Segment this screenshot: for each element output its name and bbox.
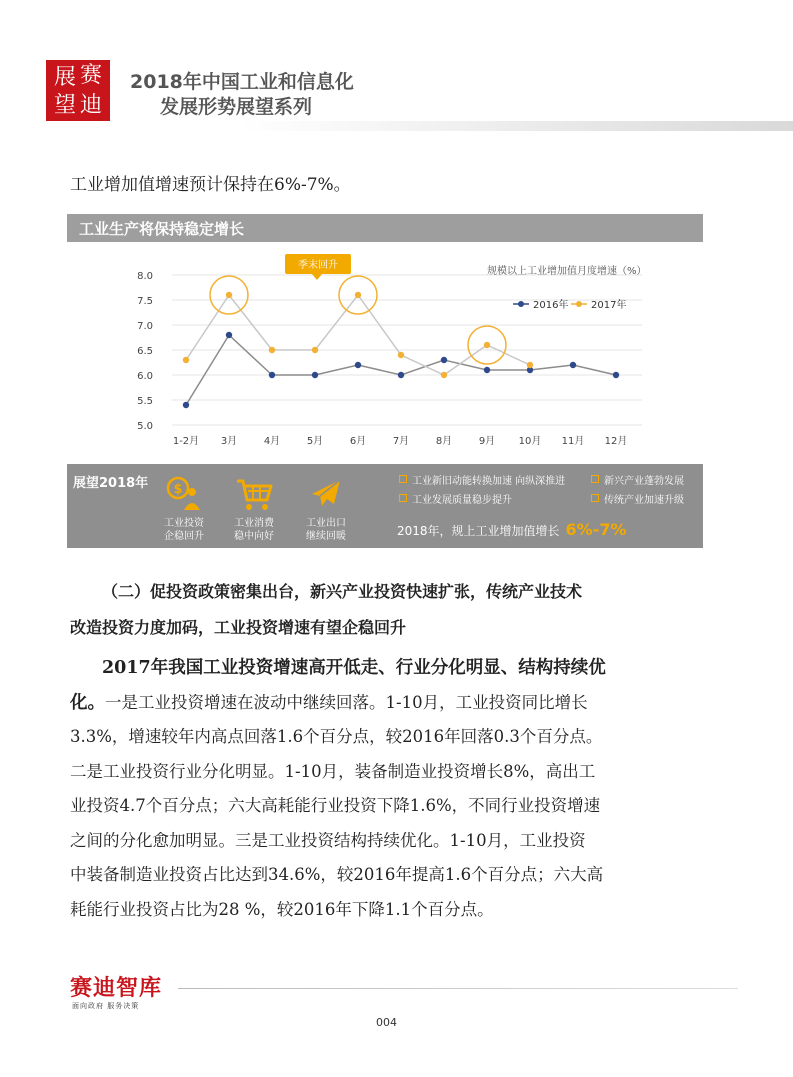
data-point [312, 372, 318, 378]
logo-seal [46, 60, 110, 124]
body-paragraph [70, 651, 706, 927]
chart-title: 规模以上工业增加值月度增速（%） [487, 266, 647, 277]
para-line: 之间的分化愈加明显。三是工业投资结构持续优化。1-10月，工业投资 [70, 830, 586, 850]
outlook-item-investment [149, 476, 219, 543]
para-line: 3.3%，增速较年内高点回落1.6个百分点，较2016年回落0.3个百分点。 [70, 727, 603, 746]
chart-grid [172, 275, 642, 425]
x-tick-label: 10月 [518, 436, 542, 447]
data-point [183, 357, 189, 363]
outlook-caption [219, 517, 289, 543]
outlook-bullet [591, 491, 684, 506]
y-tick-label: 7.5 [137, 296, 153, 307]
outlook-caption [149, 517, 219, 543]
y-tick-label: 5.5 [137, 396, 153, 407]
para-line [70, 686, 706, 721]
y-tick-label: 8.0 [137, 271, 153, 282]
x-tick-label: 8月 [435, 436, 453, 447]
footer-tagline: 面向政府 服务决策 [72, 1002, 140, 1010]
outlook-bullet [591, 472, 684, 487]
para-line: 二是工业投资行业分化明显。1-10月，装备制造业投资增长8%，高出工 [70, 761, 596, 781]
footer-logo: 赛迪智库 [70, 976, 163, 1001]
heading-line: （二）促投资政策密集出台，新兴产业投资快速扩张，传统产业技术 [102, 582, 583, 601]
line-chart [67, 242, 703, 464]
callout-label: 季末回升 [298, 260, 338, 271]
data-point [441, 372, 447, 378]
footer-divider [178, 988, 738, 989]
caption-line: 工业投资 [164, 518, 204, 529]
shopping-cart-icon [234, 476, 274, 512]
data-point [484, 367, 490, 373]
header-divider [0, 121, 793, 131]
investment-icon [164, 476, 204, 512]
bullet-text: 工业新旧动能转换加速 向纵深推进 [412, 476, 566, 487]
data-point [398, 372, 404, 378]
legend-2017-label: 2017年 [591, 300, 627, 311]
section-heading [70, 574, 710, 646]
para-line [70, 651, 706, 686]
caption-line: 稳中向好 [234, 531, 274, 542]
y-axis-ticks [137, 271, 153, 432]
header-title-line1: 2018年中国工业和信息化 [130, 71, 354, 93]
series-line [186, 335, 616, 405]
header-title [130, 70, 354, 120]
y-tick-label: 7.0 [137, 321, 153, 332]
callout-pointer [312, 274, 322, 280]
caption-line: 工业出口 [306, 518, 346, 529]
para-line: 耗能行业投资占比为28 %，较2016年下降1.1个百分点。 [70, 899, 494, 919]
callout [285, 254, 351, 280]
x-tick-label: 1-2月 [172, 436, 200, 447]
airplane-icon [306, 476, 346, 512]
legend-2016-marker [518, 301, 524, 307]
outlook-item-export [291, 476, 361, 543]
para-lead: 化。 [70, 692, 105, 713]
para-text: 一是工业投资增速在波动中继续回落。1-10月，工业投资同比增长 [105, 692, 588, 712]
caption-line: 继续回暖 [306, 531, 346, 542]
infographic [67, 214, 703, 548]
infographic-title: 工业生产将保持稳定增长 [79, 220, 245, 238]
infographic-titlebar [67, 214, 703, 242]
highlight-circles [210, 276, 506, 364]
heading-line: 改造投资力度加码，工业投资增速有望企稳回升 [70, 618, 407, 637]
seal-char: 迪 [80, 93, 103, 118]
outlook-title: 展望2018年 [73, 476, 149, 491]
data-point [613, 372, 619, 378]
intro-text: 工业增加值增速预计保持在6%-7%。 [70, 175, 351, 195]
caption-line: 企稳回升 [164, 531, 204, 542]
bullet-text: 工业发展质量稳步提升 [412, 495, 512, 506]
outlook-item-consumption [219, 476, 289, 543]
para-lead: 2017年我国工业投资增速高开低走、行业分化明显、结构持续优 [102, 658, 606, 678]
data-point [312, 347, 318, 353]
svg-text:$: $ [173, 482, 183, 497]
data-point [269, 372, 275, 378]
x-tick-label: 3月 [220, 436, 238, 447]
page-number: 004 [376, 1016, 397, 1029]
goal-text: 2018年，规上工业增加值增长 [397, 524, 560, 538]
data-point [441, 357, 447, 363]
x-tick-label: 7月 [392, 436, 410, 447]
y-tick-label: 5.0 [137, 421, 153, 432]
y-tick-label: 6.0 [137, 371, 153, 382]
data-point [269, 347, 275, 353]
seal-char: 展 [54, 65, 77, 90]
x-tick-label: 11月 [561, 436, 585, 447]
goal-value: 6%-7% [565, 520, 627, 539]
para-line: 业投资4.7个百分点；六大高耗能行业投资下降1.6%，不同行业投资增速 [70, 796, 601, 815]
header-title-line2: 发展形势展望系列 [160, 96, 313, 118]
data-point [527, 362, 533, 368]
seal-char: 望 [54, 93, 77, 118]
outlook-panel [67, 464, 703, 548]
bullet-text: 传统产业加速升级 [604, 495, 684, 506]
x-tick-label: 12月 [604, 436, 628, 447]
data-point [570, 362, 576, 368]
data-point [183, 402, 189, 408]
x-axis-ticks [173, 435, 628, 447]
x-tick-label: 9月 [478, 436, 496, 447]
data-point [226, 292, 232, 298]
data-point [355, 292, 361, 298]
x-tick-label: 6月 [349, 436, 367, 447]
seal-char: 赛 [80, 63, 103, 88]
bullet-text: 新兴产业蓬勃发展 [604, 476, 684, 487]
outlook-bullet [399, 472, 565, 487]
data-point [226, 332, 232, 338]
outlook-bullet [399, 491, 512, 506]
outlook-goal [397, 520, 627, 539]
x-tick-label: 5月 [306, 436, 324, 447]
outlook-caption [291, 517, 361, 543]
data-point [355, 362, 361, 368]
legend-2017-marker [576, 301, 582, 307]
data-point [398, 352, 404, 358]
x-tick-label: 4月 [263, 436, 281, 447]
data-point [484, 342, 490, 348]
para-line: 中装备制造业投资占比达到34.6%，较2016年提高1.6个百分点；六大高 [70, 865, 604, 884]
legend-2016-label: 2016年 [533, 300, 569, 311]
y-tick-label: 6.5 [137, 346, 153, 357]
caption-line: 工业消费 [234, 518, 274, 529]
